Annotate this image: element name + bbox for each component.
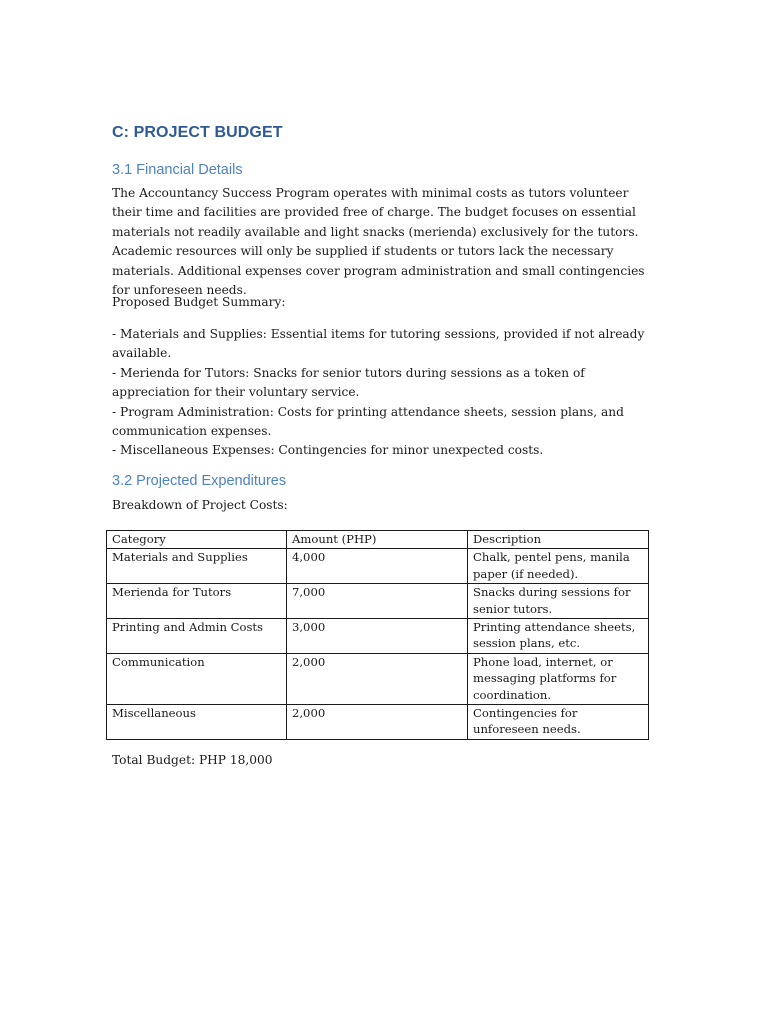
table-cell-category: Miscellaneous	[107, 705, 287, 740]
table-row	[107, 619, 649, 654]
table-cell-category: Communication	[107, 653, 287, 704]
page-heading: C: PROJECT BUDGET	[112, 124, 283, 141]
table-row	[107, 653, 649, 704]
table-cell-description: Printing attendance sheets, session plans, etc.	[468, 619, 649, 654]
bullet-merienda: - Merienda for Tutors: Snacks for senior tutors during sessions as a token of appreciation for their voluntary service.	[112, 365, 585, 400]
total-budget: Total Budget: PHP 18,000	[112, 753, 273, 767]
table-cell-description: Chalk, pentel pens, manila paper (if needed).	[468, 549, 649, 584]
table-cell-description: Phone load, internet, or messaging platforms for coordination.	[468, 653, 649, 704]
section-32-title: 3.2 Projected Expenditures	[112, 473, 287, 489]
expenditures-table	[106, 530, 649, 740]
header-cell-description: Description	[468, 531, 649, 549]
budget-summary-title: Proposed Budget Summary:	[112, 295, 286, 309]
table-row	[107, 549, 649, 584]
table-cell-category: Merienda for Tutors	[107, 584, 287, 619]
table-row	[107, 705, 649, 740]
table-cell-description: Contingencies for unforeseen needs.	[468, 705, 649, 740]
bullet-materials: - Materials and Supplies: Essential items for tutoring sessions, provided if not already available.	[112, 327, 645, 361]
budget-summary-list	[112, 325, 657, 461]
table-cell-amount: 2,000	[287, 705, 468, 740]
table-cell-amount: 7,000	[287, 584, 468, 619]
table-cell-amount: 4,000	[287, 549, 468, 584]
bullet-misc: - Miscellaneous Expenses: Contingencies for minor unexpected costs.	[112, 443, 544, 458]
table-cell-category: Materials and Supplies	[107, 549, 287, 584]
table-cell-amount: 2,000	[287, 653, 468, 704]
section-31-title: 3.1 Financial Details	[112, 162, 243, 178]
breakdown-intro: Breakdown of Project Costs:	[112, 498, 288, 512]
bullet-admin: - Program Administration: Costs for printing attendance sheets, session plans, and communication expenses.	[112, 404, 624, 439]
header-cell-category: Category	[107, 531, 287, 549]
table-cell-category: Printing and Admin Costs	[107, 619, 287, 654]
table-cell-description: Snacks during sessions for senior tutors.	[468, 584, 649, 619]
table-cell-amount: 3,000	[287, 619, 468, 654]
table-header-row	[107, 531, 649, 549]
financial-details-paragraph: The Accountancy Success Program operates with minimal costs as tutors volunteer their time and facilities are provided free of charge. The budget focuses on essential materials not readily available and light snacks (merienda) exclusively for the tutors. Academic resources will only be supplied if students or tutors lack the necessary materials. Additional expenses cover program administration and small contingencies for unforeseen needs.	[112, 186, 645, 298]
table-row	[107, 584, 649, 619]
header-cell-amount: Amount (PHP)	[287, 531, 468, 549]
